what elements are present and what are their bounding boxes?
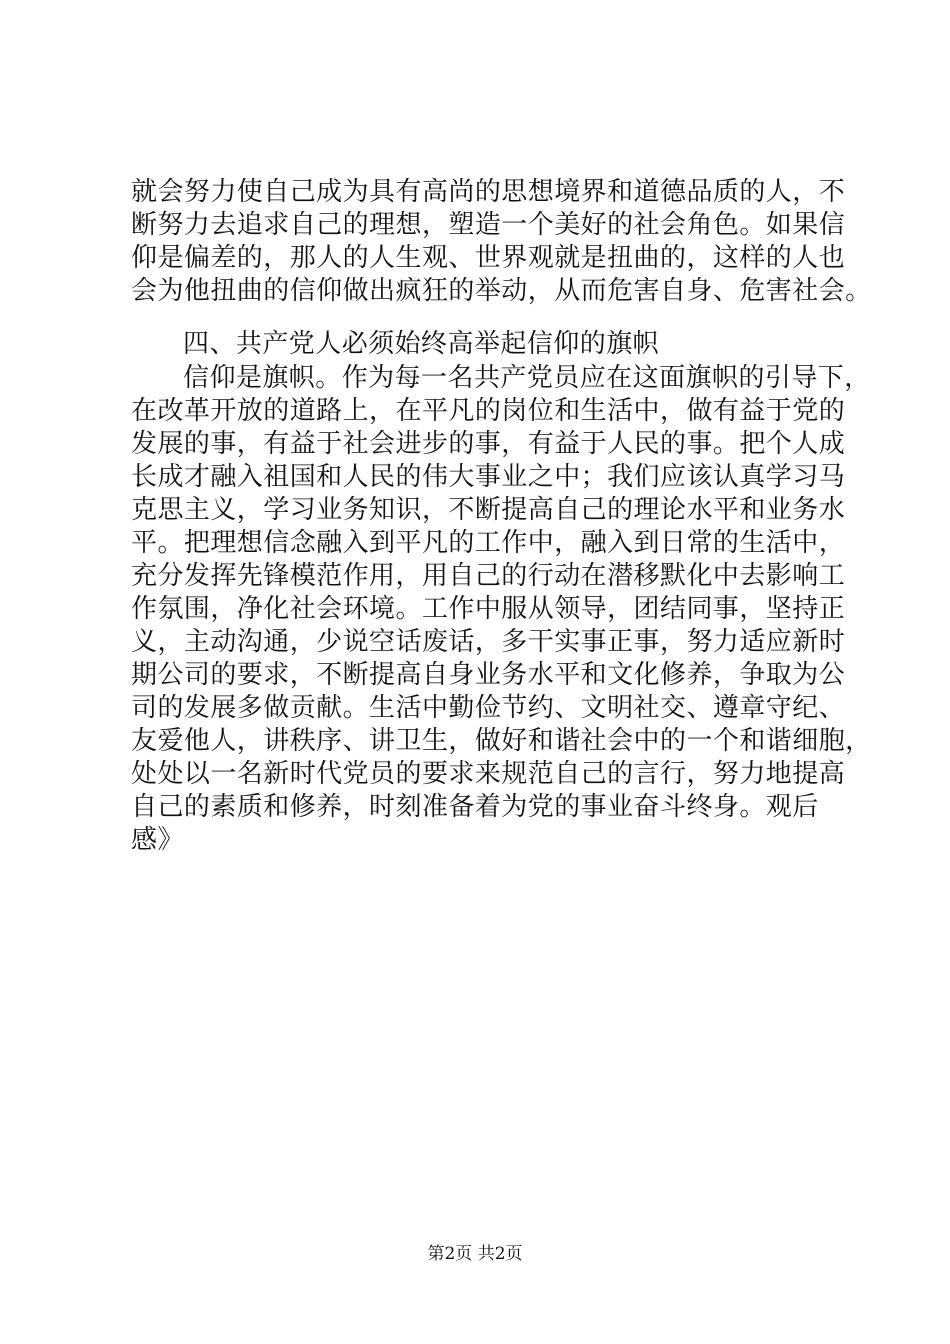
body-text-line: 作氛围，净化社会环境。工作中服从领导，团结同事，坚持正 [131, 594, 846, 624]
section-heading: 四、共产党人必须始终高举起信仰的旗帜 [183, 329, 660, 359]
body-text-line: 司的发展多做贡献。生活中勤俭节约、文明社交、遵章守纪、 [131, 693, 846, 723]
body-text-line: 信仰是旗帜。作为每一名共产党员应在这面旗帜的引导下， [183, 363, 871, 393]
body-text-line: 友爱他人，讲秩序、讲卫生，做好和谐社会中的一个和谐细胞， [131, 726, 872, 756]
body-text-line: 期公司的要求，不断提高自身业务水平和文化修养，争取为公 [131, 660, 846, 690]
body-text-line: 断努力去追求自己的理想，塑造一个美好的社会角色。如果信 [131, 210, 846, 240]
body-text-line: 感》 [131, 825, 184, 855]
body-text-line: 处处以一名新时代党员的要求来规范自己的言行，努力地提高 [131, 759, 846, 789]
body-text-line: 充分发挥先锋模范作用，用自己的行动在潜移默化中去影响工 [131, 561, 846, 591]
body-text-line: 发展的事，有益于社会进步的事，有益于人民的事。把个人成 [131, 429, 846, 459]
body-text-line: 就会努力使自己成为具有高尚的思想境界和道德品质的人，不 [131, 177, 846, 207]
body-text-line: 在改革开放的道路上，在平凡的岗位和生活中，做有益于党的 [131, 396, 846, 426]
body-text-line: 克思主义，学习业务知识，不断提高自己的理论水平和业务水 [131, 495, 846, 525]
page-number-footer: 第2页 共2页 [427, 1244, 523, 1264]
body-text-line: 平。把理想信念融入到平凡的工作中，融入到日常的生活中， [131, 528, 846, 558]
body-text-line: 仰是偏差的，那人的人生观、世界观就是扭曲的，这样的人也 [131, 243, 846, 273]
body-text-line: 自己的素质和修养，时刻准备着为党的事业奋斗终身。观后 [131, 792, 819, 822]
body-text-line: 长成才融入祖国和人民的伟大事业之中；我们应该认真学习马 [131, 462, 846, 492]
body-text-line: 义，主动沟通，少说空话废话，多干实事正事，努力适应新时 [131, 627, 846, 657]
body-text-line: 会为他扭曲的信仰做出疯狂的举动，从而危害自身、危害社会。 [131, 276, 872, 306]
